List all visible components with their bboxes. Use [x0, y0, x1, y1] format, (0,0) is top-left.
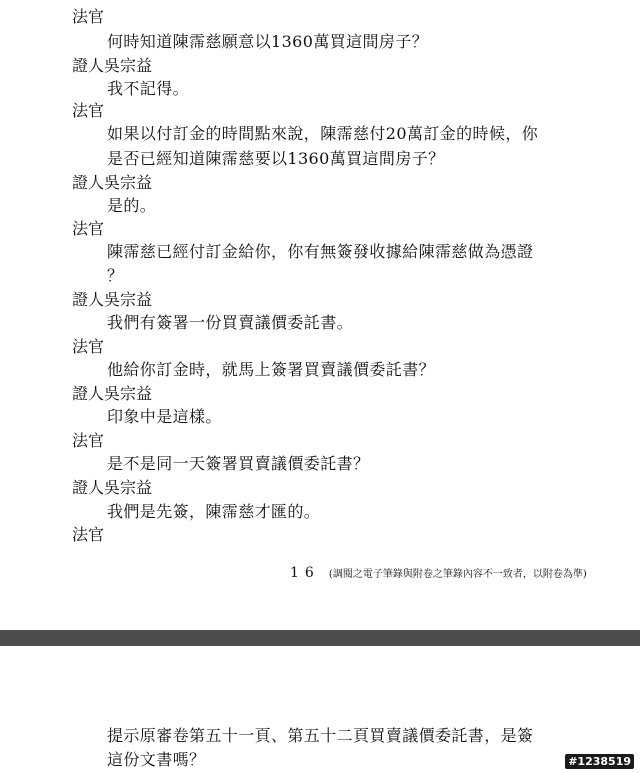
speaker-label-judge: 法官	[72, 525, 105, 544]
speech-line: 是不是同一天簽署買賣議價委託書？	[107, 454, 370, 473]
speaker-label-witness: 證人吳宗益	[72, 478, 153, 497]
speaker-label-judge: 法官	[72, 431, 105, 450]
speech-line: 我們有簽署一份買賣議價委託書。	[107, 313, 354, 332]
speech-line: 他給你訂金時，就馬上簽署買賣議價委託書？	[107, 360, 436, 379]
speech-line: 陳霈慈已經付訂金給你，你有無簽發收據給陳霈慈做為憑證	[107, 242, 534, 261]
footer-disclaimer: (調閱之電子筆錄與附卷之筆錄內容不一致者，以附卷為準)	[328, 569, 587, 580]
speech-line: 印象中是這樣。	[107, 407, 222, 426]
speaker-label-witness: 證人吳宗益	[72, 56, 153, 75]
page-separator	[0, 630, 640, 646]
speaker-label-witness: 證人吳宗益	[72, 290, 153, 309]
speech-line: 是否已經知道陳霈慈要以1360萬買這間房子？	[107, 149, 445, 168]
speech-line: 我不記得。	[107, 79, 190, 98]
speech-line: 這份文書嗎？	[107, 750, 206, 769]
speaker-label-judge: 法官	[72, 337, 105, 356]
speech-line: 我們是先簽，陳霈慈才匯的。	[107, 502, 321, 521]
speech-line: ？	[107, 266, 124, 285]
speech-line: 何時知道陳霈慈願意以1360萬買這間房子？	[107, 32, 429, 51]
document-id-watermark: #1238519	[565, 754, 634, 769]
page-footer	[290, 562, 587, 585]
page-number: 16	[290, 565, 320, 581]
speech-line: 提示原審卷第五十一頁、第五十二頁買賣議價委託書，是簽	[107, 726, 534, 745]
speech-line: 如果以付訂金的時間點來說，陳霈慈付20萬訂金的時候，你	[107, 124, 539, 143]
speaker-label-judge: 法官	[72, 7, 105, 26]
speaker-label-judge: 法官	[72, 101, 105, 120]
speech-line: 是的。	[107, 196, 157, 215]
speaker-label-witness: 證人吳宗益	[72, 173, 153, 192]
speaker-label-judge: 法官	[72, 219, 105, 238]
transcript-page-17	[0, 646, 640, 773]
speaker-label-witness: 證人吳宗益	[72, 384, 153, 403]
